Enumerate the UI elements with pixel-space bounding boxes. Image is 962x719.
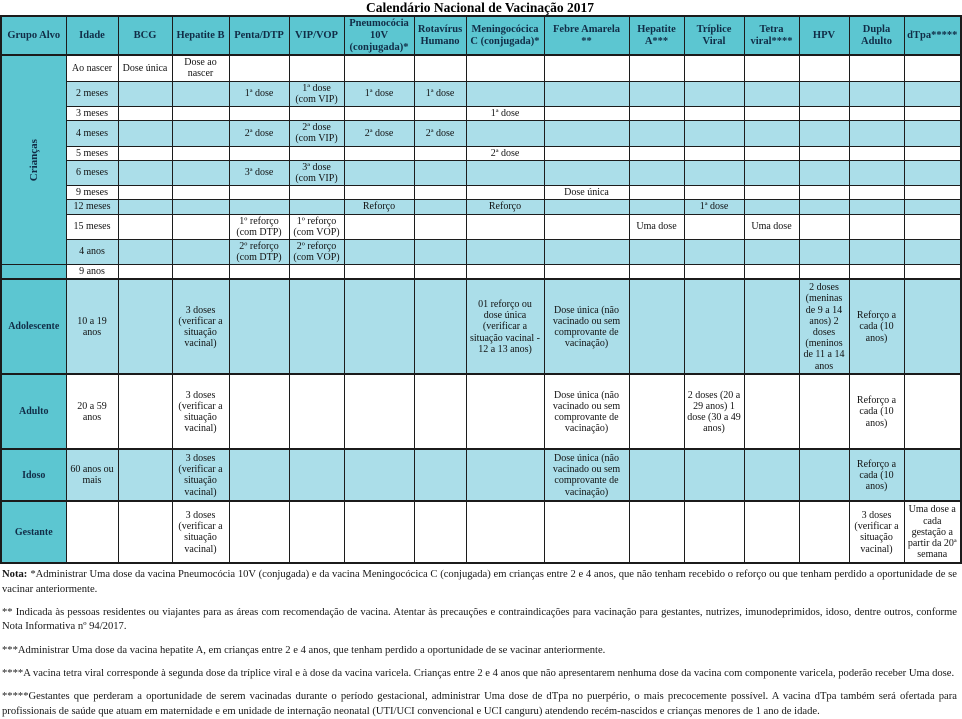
vaccine-cell <box>799 265 849 280</box>
vaccine-cell <box>172 265 229 280</box>
vaccine-cell <box>744 107 799 121</box>
vaccination-table-body <box>1 55 961 563</box>
footnote-1 <box>2 568 957 597</box>
vaccine-cell <box>904 107 961 121</box>
col-header-bcg: BCG <box>118 16 172 55</box>
vaccine-cell <box>229 449 289 501</box>
vaccine-cell <box>344 239 414 264</box>
vaccine-cell <box>684 121 744 146</box>
vaccine-cell: 3 doses (verificar a situação vacinal) <box>172 449 229 501</box>
col-header-tetra-viral: Tetra viral**** <box>744 16 799 55</box>
vaccine-cell: 3ª dose <box>229 160 289 185</box>
vaccine-cell <box>414 160 466 185</box>
vaccine-cell <box>118 186 172 200</box>
vaccine-cell: 2ª dose <box>229 121 289 146</box>
vaccine-cell <box>466 121 544 146</box>
col-header-hepatite-a: Hepatite A*** <box>629 16 684 55</box>
vaccine-cell <box>289 265 344 280</box>
vaccine-cell <box>466 214 544 239</box>
vaccine-cell <box>799 107 849 121</box>
vaccine-cell: 2º reforço (com DTP) <box>229 239 289 264</box>
vaccine-cell <box>344 214 414 239</box>
vaccine-cell <box>466 239 544 264</box>
vaccine-cell <box>799 186 849 200</box>
vaccine-cell <box>466 160 544 185</box>
vaccine-cell <box>849 55 904 81</box>
vaccine-cell <box>629 279 684 374</box>
vaccine-cell <box>629 107 684 121</box>
vaccine-cell: Dose única (não vacinado ou sem comprovante de vacinação) <box>544 279 629 374</box>
table-row <box>1 200 961 214</box>
table-header <box>1 16 961 55</box>
age-cell: 10 a 19 anos <box>66 279 118 374</box>
vaccine-cell <box>904 449 961 501</box>
vaccine-cell <box>849 239 904 264</box>
vaccine-cell <box>466 55 544 81</box>
vaccine-cell <box>849 121 904 146</box>
group-cell <box>1 55 66 265</box>
page-title: Calendário Nacional de Vacinação 2017 <box>365 0 594 15</box>
vaccine-cell <box>172 200 229 214</box>
vaccine-cell <box>344 449 414 501</box>
vaccine-cell <box>544 55 629 81</box>
table-row <box>1 501 961 563</box>
age-cell: 12 meses <box>66 200 118 214</box>
vaccine-cell <box>172 146 229 160</box>
group-label: Crianças <box>27 139 40 182</box>
vaccine-cell <box>799 449 849 501</box>
vaccine-cell <box>904 186 961 200</box>
vaccine-cell <box>544 239 629 264</box>
age-cell: 60 anos ou mais <box>66 449 118 501</box>
table-row <box>1 186 961 200</box>
vaccine-cell <box>229 265 289 280</box>
vaccine-cell <box>684 265 744 280</box>
vaccine-cell <box>799 239 849 264</box>
vaccine-cell <box>172 81 229 106</box>
vaccine-cell <box>344 501 414 563</box>
vaccine-cell <box>289 186 344 200</box>
vaccine-cell <box>629 160 684 185</box>
footnote-3-text: ***Administrar Uma dose da vacina hepatite A, em crianças entre 2 e 4 anos, que tenham perdido a oportunidade de se vacinar anteriormente. <box>2 644 606 656</box>
vaccine-cell: 1º reforço (com VOP) <box>289 214 344 239</box>
vaccine-cell <box>172 239 229 264</box>
vaccine-cell <box>684 55 744 81</box>
vaccine-cell <box>629 449 684 501</box>
vaccine-cell <box>799 501 849 563</box>
vaccine-cell <box>744 265 799 280</box>
vaccine-cell <box>414 146 466 160</box>
vaccine-cell <box>629 146 684 160</box>
vaccine-cell <box>744 501 799 563</box>
vaccine-cell: Dose única (não vacinado ou sem comprovante de vacinação) <box>544 374 629 449</box>
vaccine-cell <box>799 200 849 214</box>
vaccine-cell <box>629 239 684 264</box>
vaccine-cell: 3 doses (verificar a situação vacinal) <box>172 374 229 449</box>
col-header-dupla-adulto: Dupla Adulto <box>849 16 904 55</box>
vaccine-cell <box>744 160 799 185</box>
vaccine-cell: 2º reforço (com VOP) <box>289 239 344 264</box>
vaccine-cell: 2ª dose <box>414 121 466 146</box>
vaccine-cell: 1ª dose <box>466 107 544 121</box>
table-row <box>1 160 961 185</box>
vaccine-cell <box>544 160 629 185</box>
age-cell: 3 meses <box>66 107 118 121</box>
age-cell: 5 meses <box>66 146 118 160</box>
group-label: Idoso <box>22 469 46 481</box>
vaccine-cell <box>229 374 289 449</box>
vaccine-cell <box>799 55 849 81</box>
vaccine-cell <box>544 265 629 280</box>
vaccine-cell <box>414 449 466 501</box>
col-header-hepatite-b: Hepatite B <box>172 16 229 55</box>
vaccine-cell: Reforço a cada (10 anos) <box>849 279 904 374</box>
table-row <box>1 374 961 449</box>
vaccine-cell <box>904 146 961 160</box>
vaccine-cell <box>544 501 629 563</box>
footnote-5 <box>2 690 957 719</box>
vaccine-cell <box>629 186 684 200</box>
vaccine-cell <box>172 186 229 200</box>
footnote-2-text: ** Indicada às pessoas residentes ou viajantes para as áreas com recomendação de vacina. Atentar às precauções e contraindicações para vacinação para gestantes, nutrizes, imunodeprimidos, idoso, dentre outros, conforme Nota Informativa nº 94/2017. <box>2 607 957 633</box>
vaccine-cell <box>118 501 172 563</box>
col-header-triplice-viral: Tríplice Viral <box>684 16 744 55</box>
vaccine-cell <box>684 146 744 160</box>
vaccine-cell <box>684 81 744 106</box>
footnote-4 <box>2 667 957 681</box>
vaccine-cell <box>414 374 466 449</box>
vaccine-cell <box>744 121 799 146</box>
footnotes <box>0 564 960 718</box>
vaccine-cell <box>744 81 799 106</box>
vaccine-cell <box>466 186 544 200</box>
vaccine-cell: 2 doses (20 a 29 anos) 1 dose (30 a 49 anos) <box>684 374 744 449</box>
vaccine-cell <box>904 374 961 449</box>
vaccine-cell <box>414 214 466 239</box>
vaccine-cell <box>744 55 799 81</box>
vaccine-cell <box>904 160 961 185</box>
table-row <box>1 214 961 239</box>
vaccine-cell <box>849 200 904 214</box>
vaccine-cell <box>684 239 744 264</box>
vaccine-cell <box>344 146 414 160</box>
vaccine-cell <box>229 279 289 374</box>
vaccine-cell <box>414 239 466 264</box>
vaccine-cell <box>849 81 904 106</box>
age-cell: 20 a 59 anos <box>66 374 118 449</box>
footnote-3 <box>2 644 957 658</box>
footnote-5-text: *****Gestantes que perderam a oportunidade de serem vacinadas durante o período gestacional, administrar Uma dose de dTpa no puerpério, o mais precocemente possível. A vacina dTpa também será ofertada para profissionais de saúde que atuam em maternidade e em unidade de internação neonatal (UTI/UCI convencional e UCI canguru) atendendo recém-nascidos e crianças menores de 1 ano de idade. <box>2 691 957 717</box>
vaccine-cell <box>229 146 289 160</box>
vaccine-cell <box>118 239 172 264</box>
vaccine-cell: 2 doses (meninas de 9 a 14 anos) 2 doses (meninos de 11 a 14 anos <box>799 279 849 374</box>
vaccine-cell <box>744 200 799 214</box>
vaccine-cell <box>118 160 172 185</box>
vaccine-cell: Reforço <box>344 200 414 214</box>
vaccine-cell <box>414 107 466 121</box>
vaccine-cell: 3ª dose (com VIP) <box>289 160 344 185</box>
vaccine-cell <box>466 265 544 280</box>
group-cell <box>1 449 66 501</box>
footnote-1-text: *Administrar Uma dose da vacina Pneumocócia 10V (conjugada) e da vacina Meningocócica C (conjugada) em crianças entre 2 e 4 anos, que não tenham recebido o reforço ou que tenham perdido a oportunidade de se vacinar anteriormente. <box>2 569 957 595</box>
vaccine-cell: Reforço <box>466 200 544 214</box>
vaccine-cell <box>118 146 172 160</box>
vaccine-cell <box>904 81 961 106</box>
vaccine-cell: Dose única (não vacinado ou sem comprovante de vacinação) <box>544 449 629 501</box>
vaccine-cell <box>414 279 466 374</box>
vaccine-cell <box>904 121 961 146</box>
vaccine-cell <box>289 449 344 501</box>
vaccine-cell <box>849 214 904 239</box>
group-label: Gestante <box>14 526 53 538</box>
vaccine-cell <box>849 186 904 200</box>
vaccine-cell <box>344 265 414 280</box>
vaccine-cell: Reforço a cada (10 anos) <box>849 449 904 501</box>
vaccine-cell <box>229 55 289 81</box>
vaccine-cell: 3 doses (verificar a situação vacinal) <box>172 501 229 563</box>
vaccine-cell <box>849 107 904 121</box>
vaccine-cell <box>684 186 744 200</box>
vaccine-cell <box>904 239 961 264</box>
group-cell <box>1 501 66 563</box>
vaccine-cell <box>904 214 961 239</box>
vaccine-cell <box>344 186 414 200</box>
vaccine-cell <box>629 81 684 106</box>
col-header-hpv: HPV <box>799 16 849 55</box>
group-label: Adulto <box>19 406 49 418</box>
table-row <box>1 81 961 106</box>
age-cell: 4 meses <box>66 121 118 146</box>
group-cell <box>1 374 66 449</box>
vaccine-cell <box>799 146 849 160</box>
vaccine-cell <box>466 374 544 449</box>
age-cell: 6 meses <box>66 160 118 185</box>
vaccine-cell <box>289 279 344 374</box>
vaccine-cell <box>744 374 799 449</box>
vaccine-cell <box>849 146 904 160</box>
group-label: Adolescente <box>8 321 60 333</box>
vaccine-cell <box>629 374 684 449</box>
vaccine-cell <box>118 449 172 501</box>
age-cell: 2 meses <box>66 81 118 106</box>
vaccine-cell <box>118 214 172 239</box>
vaccine-cell <box>904 279 961 374</box>
vaccine-cell <box>684 214 744 239</box>
vaccine-cell <box>344 160 414 185</box>
vaccine-cell <box>229 200 289 214</box>
vaccine-cell <box>118 107 172 121</box>
vaccine-cell <box>849 265 904 280</box>
vaccine-cell: 1ª dose <box>344 81 414 106</box>
group-cell <box>1 279 66 374</box>
vaccine-cell: Uma dose <box>629 214 684 239</box>
vaccine-cell <box>289 107 344 121</box>
vaccine-cell: 2ª dose <box>466 146 544 160</box>
col-header-vip-vop: VIP/VOP <box>289 16 344 55</box>
table-row <box>1 121 961 146</box>
vaccine-cell <box>289 501 344 563</box>
group-cell <box>1 265 66 280</box>
vaccine-cell: Dose única <box>118 55 172 81</box>
vaccine-cell <box>799 160 849 185</box>
vaccine-cell: 1ª dose <box>229 81 289 106</box>
vaccine-cell <box>544 81 629 106</box>
col-header-meningococica: Meningocócica C (conjugada)* <box>466 16 544 55</box>
vaccine-cell <box>344 107 414 121</box>
vaccination-table <box>0 15 962 564</box>
vaccine-cell <box>414 200 466 214</box>
vaccine-cell <box>466 81 544 106</box>
vaccine-cell <box>544 200 629 214</box>
vaccine-cell <box>344 279 414 374</box>
age-cell: Ao nascer <box>66 55 118 81</box>
vaccine-cell <box>684 107 744 121</box>
table-row <box>1 239 961 264</box>
vaccine-cell <box>414 186 466 200</box>
col-header-febre-amarela: Febre Amarela ** <box>544 16 629 55</box>
footnote-2 <box>2 606 957 635</box>
vaccine-cell <box>544 146 629 160</box>
vaccine-cell <box>629 200 684 214</box>
col-header-grupo-alvo: Grupo Alvo <box>1 16 66 55</box>
vaccine-cell <box>744 239 799 264</box>
vaccine-cell <box>849 160 904 185</box>
vaccine-cell <box>466 501 544 563</box>
table-row <box>1 107 961 121</box>
vaccine-cell <box>744 449 799 501</box>
vaccine-cell <box>799 121 849 146</box>
vaccine-cell <box>744 279 799 374</box>
col-header-penta-dtp: Penta/DTP <box>229 16 289 55</box>
vaccine-cell <box>904 265 961 280</box>
vaccine-cell <box>289 146 344 160</box>
vaccine-cell <box>118 265 172 280</box>
vaccine-cell <box>229 501 289 563</box>
table-row <box>1 55 961 81</box>
vaccine-cell <box>629 501 684 563</box>
vaccine-cell <box>229 186 289 200</box>
table-row <box>1 265 961 280</box>
vaccine-cell <box>414 501 466 563</box>
vaccine-cell: 1ª dose (com VIP) <box>289 81 344 106</box>
vaccine-cell <box>684 279 744 374</box>
vaccine-cell: 3 doses (verificar a situação vacinal) <box>172 279 229 374</box>
age-cell: 9 meses <box>66 186 118 200</box>
header-row <box>1 16 961 55</box>
vaccine-cell <box>629 265 684 280</box>
vaccine-cell <box>229 107 289 121</box>
vaccine-cell <box>414 265 466 280</box>
vaccine-cell <box>172 160 229 185</box>
vaccine-cell <box>684 449 744 501</box>
age-cell <box>66 501 118 563</box>
vaccine-cell <box>629 121 684 146</box>
table-row <box>1 279 961 374</box>
vaccine-cell: 3 doses (verificar a situação vacinal) <box>849 501 904 563</box>
vaccine-cell <box>414 55 466 81</box>
vaccine-cell <box>904 55 961 81</box>
vaccine-cell <box>799 81 849 106</box>
vaccine-cell <box>544 214 629 239</box>
col-header-pneumococica: Pneumocócia 10V (conjugada)* <box>344 16 414 55</box>
vaccine-cell: Uma dose a cada gestação a partir da 20ª semana <box>904 501 961 563</box>
vaccine-cell <box>172 121 229 146</box>
vaccine-cell <box>289 200 344 214</box>
vaccine-cell <box>744 146 799 160</box>
col-header-dtpa: dTpa***** <box>904 16 961 55</box>
vaccine-cell <box>344 55 414 81</box>
vaccine-cell <box>289 55 344 81</box>
col-header-idade: Idade <box>66 16 118 55</box>
vaccine-cell <box>118 279 172 374</box>
table-row <box>1 449 961 501</box>
col-header-rotavirus: Rotavírus Humano <box>414 16 466 55</box>
vaccine-cell: 2ª dose (com VIP) <box>289 121 344 146</box>
vaccine-cell <box>172 214 229 239</box>
table-row <box>1 146 961 160</box>
vaccine-cell <box>118 81 172 106</box>
vaccine-cell <box>544 121 629 146</box>
footnote-4-text: ****A vacina tetra viral corresponde à segunda dose da tríplice viral e à dose da vacina varicela. Crianças entre 2 e 4 anos que não apresentarem nenhuma dose da vacina com componente varicela, poderão receber Uma dose. <box>2 667 955 679</box>
vaccine-cell: Dose ao nascer <box>172 55 229 81</box>
vaccine-cell <box>744 186 799 200</box>
vaccine-cell <box>118 121 172 146</box>
vaccine-cell <box>544 107 629 121</box>
vaccine-cell <box>172 107 229 121</box>
vaccine-cell: 1ª dose <box>414 81 466 106</box>
vaccine-cell <box>289 374 344 449</box>
vaccine-cell: 2ª dose <box>344 121 414 146</box>
vaccine-cell <box>799 214 849 239</box>
vaccine-cell: 1º reforço (com DTP) <box>229 214 289 239</box>
vaccine-cell <box>344 374 414 449</box>
vaccine-cell <box>904 200 961 214</box>
vaccine-cell: Uma dose <box>744 214 799 239</box>
age-cell: 9 anos <box>66 265 118 280</box>
vaccine-cell <box>118 374 172 449</box>
vaccine-cell: Reforço a cada (10 anos) <box>849 374 904 449</box>
footnote-1-prefix: Nota: <box>2 569 28 581</box>
vaccine-cell: 01 reforço ou dose única (verificar a situação vacinal - 12 a 13 anos) <box>466 279 544 374</box>
vaccine-cell: 1ª dose <box>684 200 744 214</box>
vaccine-cell <box>684 501 744 563</box>
vaccine-cell <box>466 449 544 501</box>
vaccine-cell <box>629 55 684 81</box>
age-cell: 4 anos <box>66 239 118 264</box>
vaccine-cell: Dose única <box>544 186 629 200</box>
age-cell: 15 meses <box>66 214 118 239</box>
vaccine-cell <box>684 160 744 185</box>
vaccine-cell <box>118 200 172 214</box>
vaccine-cell <box>799 374 849 449</box>
